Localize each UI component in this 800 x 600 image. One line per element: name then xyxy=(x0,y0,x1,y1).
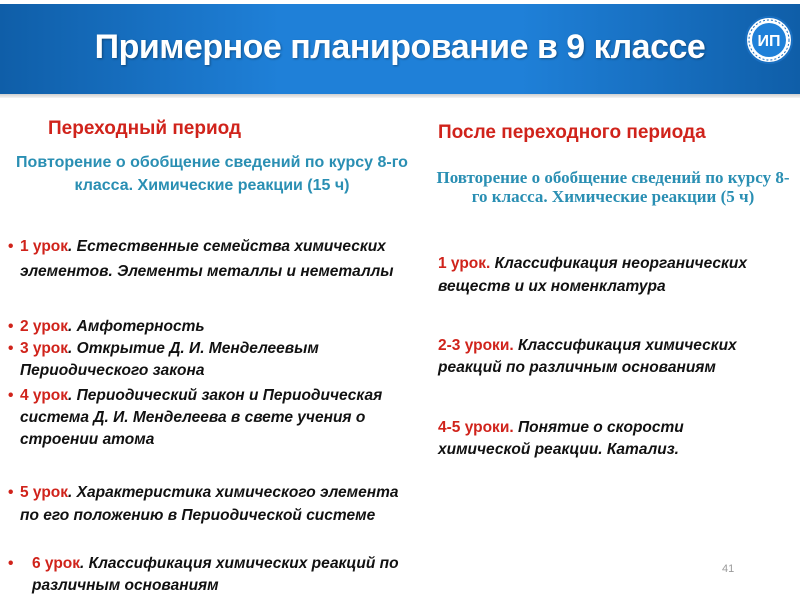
lesson-text: Понятие о скорости химической реакции. Катализ. xyxy=(438,419,684,458)
lesson-text: . Открытие Д. И. Менделеевым Периодического закона xyxy=(20,340,319,379)
left-lesson-4 xyxy=(8,385,410,451)
left-lesson-2 xyxy=(8,316,400,338)
lesson-number: 1 урок. xyxy=(438,255,491,272)
right-column-heading: После переходного периода xyxy=(438,122,706,143)
institution-logo-icon xyxy=(744,15,794,65)
title-banner xyxy=(0,4,800,94)
bullet-icon: • xyxy=(8,387,14,404)
left-subtitle: Повторение о обобщение сведений по курсу 8-го класса. Химические реакции (15 ч) xyxy=(16,154,408,194)
right-lesson-2 xyxy=(438,335,788,379)
lesson-number: 3 урок xyxy=(20,340,69,357)
left-lesson-5 xyxy=(8,481,410,527)
lesson-number: 2-3 уроки. xyxy=(438,337,514,354)
lesson-number: 6 урок xyxy=(32,555,81,572)
header-divider xyxy=(0,94,800,98)
left-lesson-3 xyxy=(8,338,420,382)
bullet-icon: • xyxy=(8,238,14,255)
bullet-icon: • xyxy=(8,340,14,357)
lesson-text: Классификация неорганических веществ и их номенклатура xyxy=(438,255,747,295)
bullet-icon: • xyxy=(8,484,14,501)
page-title: Примерное планирование в 9 классе xyxy=(94,28,706,66)
lesson-text: . Естественные семейства химических элементов. Элементы металлы и неметаллы xyxy=(20,238,394,280)
lesson-number: 5 урок xyxy=(20,484,69,501)
logo-text: ИП xyxy=(757,33,781,50)
lesson-text: . Характеристика химического элемента по его положению в Периодической системе xyxy=(20,484,399,524)
right-lesson-1 xyxy=(438,252,778,298)
lesson-text: . Классификация химических реакций по различным основаниям xyxy=(32,555,399,594)
lesson-number: 4 урок xyxy=(20,387,69,404)
lesson-number: 2 урок xyxy=(20,318,69,335)
lesson-text: . Амфотерность xyxy=(68,318,205,335)
right-lesson-3 xyxy=(438,417,778,461)
lesson-text: Классификация химических реакций по различным основаниям xyxy=(438,337,737,376)
bullet-icon: • xyxy=(8,318,14,335)
left-lesson-6 xyxy=(8,553,422,597)
lesson-number: 4-5 уроки. xyxy=(438,419,514,436)
lesson-text: . Периодический закон и Периодическая система Д. И. Менделеева в свете учения о строении атома xyxy=(20,387,383,448)
left-column-heading: Переходный период xyxy=(48,118,242,139)
bullet-icon: • xyxy=(8,555,14,572)
page-number: 41 xyxy=(722,563,735,575)
lesson-number: 1 урок xyxy=(20,238,69,255)
left-lesson-1 xyxy=(8,234,400,284)
right-subtitle: Повторение о обобщение сведений по курсу 8-го класса. Химические реакции (5 ч) xyxy=(436,168,790,206)
